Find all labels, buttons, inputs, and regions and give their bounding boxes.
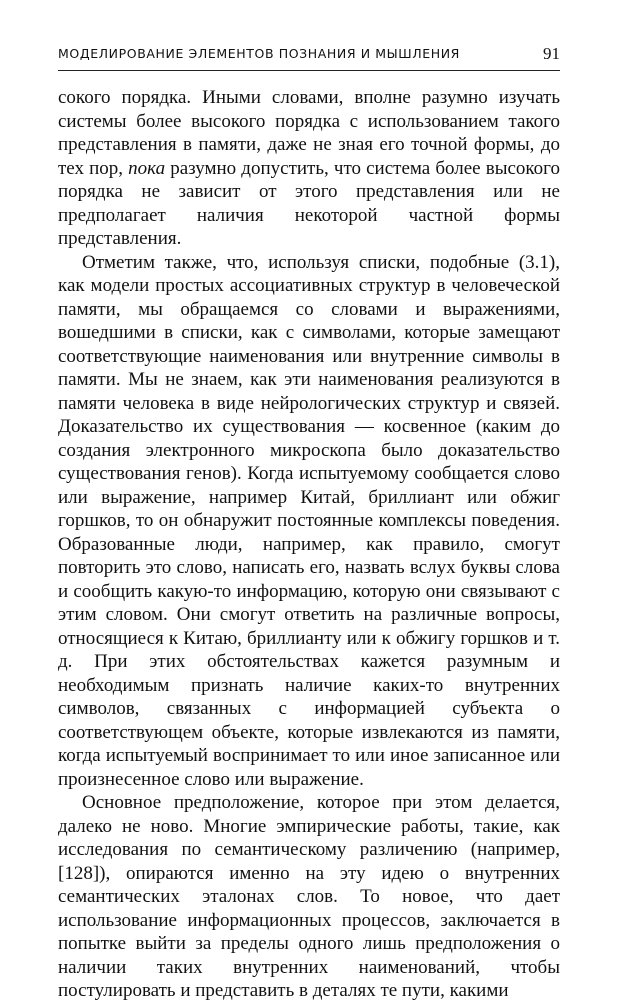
running-head-title: МОДЕЛИРОВАНИЕ ЭЛЕМЕНТОВ ПОЗНАНИЯ И МЫШЛЕНИЯ [58, 46, 460, 61]
running-head [58, 44, 560, 68]
paragraph-3: Основное предположение, которое при этом делается, далеко не ново. Многие эмпирические работы, такие, как исследования по семантическому различению (например, [128]), опираются именно на эту идею о внутренних семантических эталонах слов. То новое, что дает использование информационных процессов, заключается в попытке выйти за пределы одного лишь предположения о наличии таких внутренних наименований, чтобы постулировать и представить в деталях те пути, какими [58, 792, 560, 1001]
paragraph-1-emphasis: пока [128, 157, 166, 179]
paragraph-1-text-before: сокого порядка. Иными словами, вполне разумно изучать системы более высокого порядка с использованием такого представления в памяти, даже не зная его точной формы, до тех пор, [58, 87, 560, 179]
paragraph-1 [58, 86, 560, 251]
paragraph-2: Отметим также, что, используя списки, подобные (3.1), как модели простых ассоциативных структур в человеческой памяти, мы обращаемся со словами и выражениями, вошедшими в списки, как с символами, которые замещают соответствующие наименования или внутренние символы в памяти. Мы не знаем, как эти наименования реализуются в памяти человека в виде нейрологических структур и связей. Доказательство их существования — косвенное (каким до создания электронного микроскопа было доказательство существования генов). Когда испытуемому сообщается слово или выражение, например Китай, бриллиант или обжиг горшков, то он обнаружит постоянные комплексы поведения. Образованные люди, например, как правило, смогут повторить это слово, написать его, назвать вслух буквы слова и сообщить какую-то информацию, которую они связывают с этим словом. Они смогут ответить на различные вопросы, относящиеся к Китаю, бриллианту или к обжигу горшков и т. д. При этих обстоятельствах кажется разумным и необходимым признать наличие каких-то внутренних символов, связанных с информацией субъекта о соответствующем объекте, которые извлекаются из памяти, когда испытуемый воспринимает то или иное записанное или произнесенное слово или выражение. [58, 251, 560, 790]
paragraph-1-text-after: разумно допустить, что система более высокого порядка не зависит от этого представления или не предполагает наличия некоторой частной формы представления. [58, 157, 560, 249]
body-text [58, 86, 560, 1003]
header-rule [58, 70, 560, 71]
page-number: 91 [543, 44, 560, 63]
